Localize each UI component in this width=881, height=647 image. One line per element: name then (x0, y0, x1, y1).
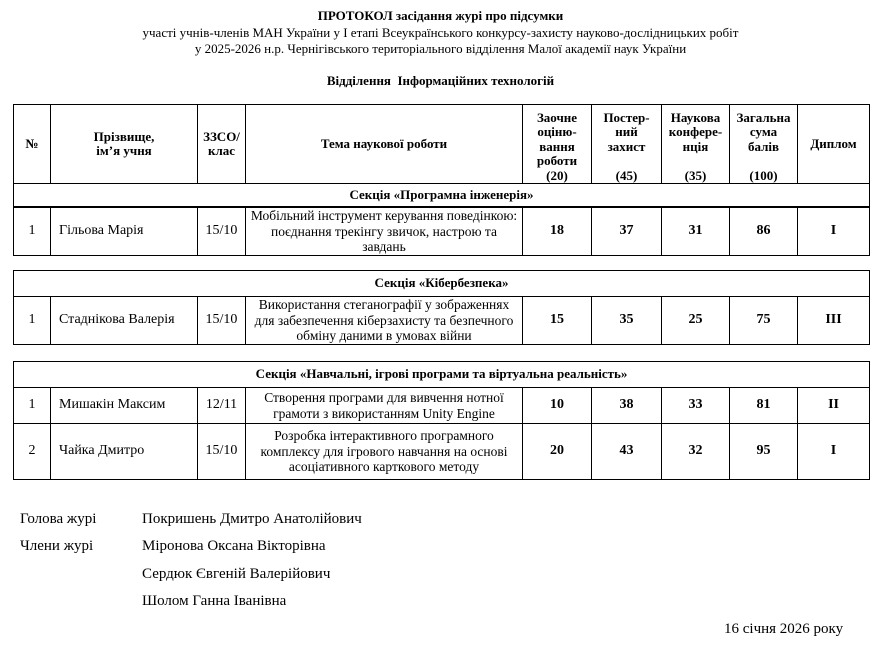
col-header-name (51, 105, 198, 184)
col-header-school-line-1: ЗЗСО/ (203, 128, 240, 144)
col-header-total (730, 105, 798, 184)
jury-members-label: Члени журі (20, 538, 94, 554)
score-remote: 10 (523, 388, 592, 424)
results-table-section-2 (13, 270, 870, 345)
row-number: 1 (14, 208, 51, 256)
col-header-remote-line: роботи (536, 153, 578, 168)
score-total: 86 (730, 208, 798, 256)
col-header-poster-line: ний (615, 124, 638, 139)
jury-head-name: Покришень Дмитро Анатолійович (142, 511, 362, 527)
score-remote: 20 (523, 424, 592, 480)
diploma-level: ІІІ (798, 297, 870, 345)
col-header-total-max: (100) (749, 167, 778, 183)
section-row (14, 271, 870, 297)
protocol-subtitle-line-2: у 2025-2026 н.р. Чернігівського територіального відділення Малої академії наук України (194, 41, 687, 56)
table-header-row (14, 105, 870, 184)
col-header-total-line: Загальна (736, 109, 791, 125)
col-header-school-line-2: клас (207, 143, 236, 158)
col-header-conference-max: (35) (684, 167, 707, 183)
school-class: 15/10 (198, 297, 246, 345)
col-header-school (198, 105, 246, 184)
jury-member-name: Шолом Ганна Іванівна (142, 593, 287, 609)
table-row (14, 297, 870, 345)
score-poster: 38 (592, 388, 662, 424)
section-row (14, 362, 870, 388)
score-conference: 33 (662, 388, 730, 424)
col-header-remote (523, 105, 592, 184)
row-number: 1 (14, 388, 51, 424)
results-table-section-1-body (13, 207, 870, 256)
table-row (14, 388, 870, 424)
score-remote: 18 (523, 208, 592, 256)
score-total: 75 (730, 297, 798, 345)
score-poster: 37 (592, 208, 662, 256)
jury-member-name: Міронова Оксана Вікторівна (142, 538, 326, 554)
diploma-level: І (798, 208, 870, 256)
col-header-remote-max: (20) (546, 167, 568, 183)
score-total: 81 (730, 388, 798, 424)
research-topic: Створення програми для вивчення нотної грамоти з використанням Unity Engine (246, 388, 523, 424)
diploma-level: ІІ (798, 388, 870, 424)
col-header-conference-line: нція (682, 138, 709, 154)
score-poster: 43 (592, 424, 662, 480)
col-header-remote-line: Заочне (536, 109, 578, 125)
school-class: 15/10 (198, 208, 246, 256)
results-table-section-1 (13, 104, 870, 207)
col-header-total-line: сума (749, 124, 778, 139)
department-title: Відділення Інформаційних технологій (326, 73, 555, 88)
col-header-name-line-1: Прізвище, (93, 128, 155, 144)
col-header-poster (592, 105, 662, 184)
col-header-number: № (14, 105, 51, 184)
col-header-topic: Тема наукової роботи (246, 105, 523, 184)
col-header-total-line: балів (747, 138, 780, 154)
col-header-poster-max: (45) (615, 167, 638, 183)
row-number: 1 (14, 297, 51, 345)
col-header-name-line-2: ім’я учня (96, 143, 152, 158)
student-name: Чайка Дмитро (51, 424, 198, 480)
col-header-diploma: Диплом (798, 105, 870, 184)
jury-head-label: Голова журі (20, 511, 97, 527)
protocol-subtitle-line-1: участі учнів-членів МАН України у І етапі Всеукраїнського конкурсу-захисту науково-дослідницьких робіт (142, 25, 739, 40)
score-poster: 35 (592, 297, 662, 345)
table-row (14, 424, 870, 480)
student-name: Мишакін Максим (51, 388, 198, 424)
section-title: Секція «Програмна інженерія» (14, 184, 870, 207)
student-name: Стаднікова Валерія (51, 297, 198, 345)
col-header-remote-line: вання (539, 138, 575, 154)
section-title: Секція «Навчальні, ігрові програми та віртуальна реальність» (14, 362, 870, 388)
diploma-level: І (798, 424, 870, 480)
protocol-date: 16 січня 2026 року (724, 621, 844, 637)
col-header-poster-line: Постер- (603, 109, 650, 125)
section-title: Секція «Кібербезпека» (14, 271, 870, 297)
col-header-remote-line: оціню- (537, 124, 577, 139)
score-total: 95 (730, 424, 798, 480)
table-row (14, 208, 870, 256)
student-name: Гільова Марія (51, 208, 198, 256)
score-remote: 15 (523, 297, 592, 345)
col-header-conference-line: Наукова (670, 109, 721, 125)
jury-member-name: Сердюк Євгеній Валерійович (142, 566, 331, 582)
school-class: 12/11 (198, 388, 246, 424)
score-conference: 32 (662, 424, 730, 480)
section-row (14, 184, 870, 207)
score-conference: 31 (662, 208, 730, 256)
col-header-poster-line: захист (607, 138, 646, 154)
score-conference: 25 (662, 297, 730, 345)
col-header-conference (662, 105, 730, 184)
research-topic: Використання стеганографії у зображеннях для забезпечення кіберзахисту та безпечного обміну даними в умовах війни (246, 297, 523, 345)
school-class: 15/10 (198, 424, 246, 480)
results-table-section-3 (13, 361, 870, 480)
row-number: 2 (14, 424, 51, 480)
research-topic: Мобільний інструмент керування поведінкою: поєднання трекінгу звичок, настрою та завдань (246, 208, 523, 256)
col-header-conference-line: конфере- (668, 124, 723, 139)
protocol-title: ПРОТОКОЛ засідання журі про підсумки (317, 8, 564, 23)
research-topic: Розробка інтерактивного програмного комплексу для ігрового навчання на основі асоціативного карткового методу (246, 424, 523, 480)
